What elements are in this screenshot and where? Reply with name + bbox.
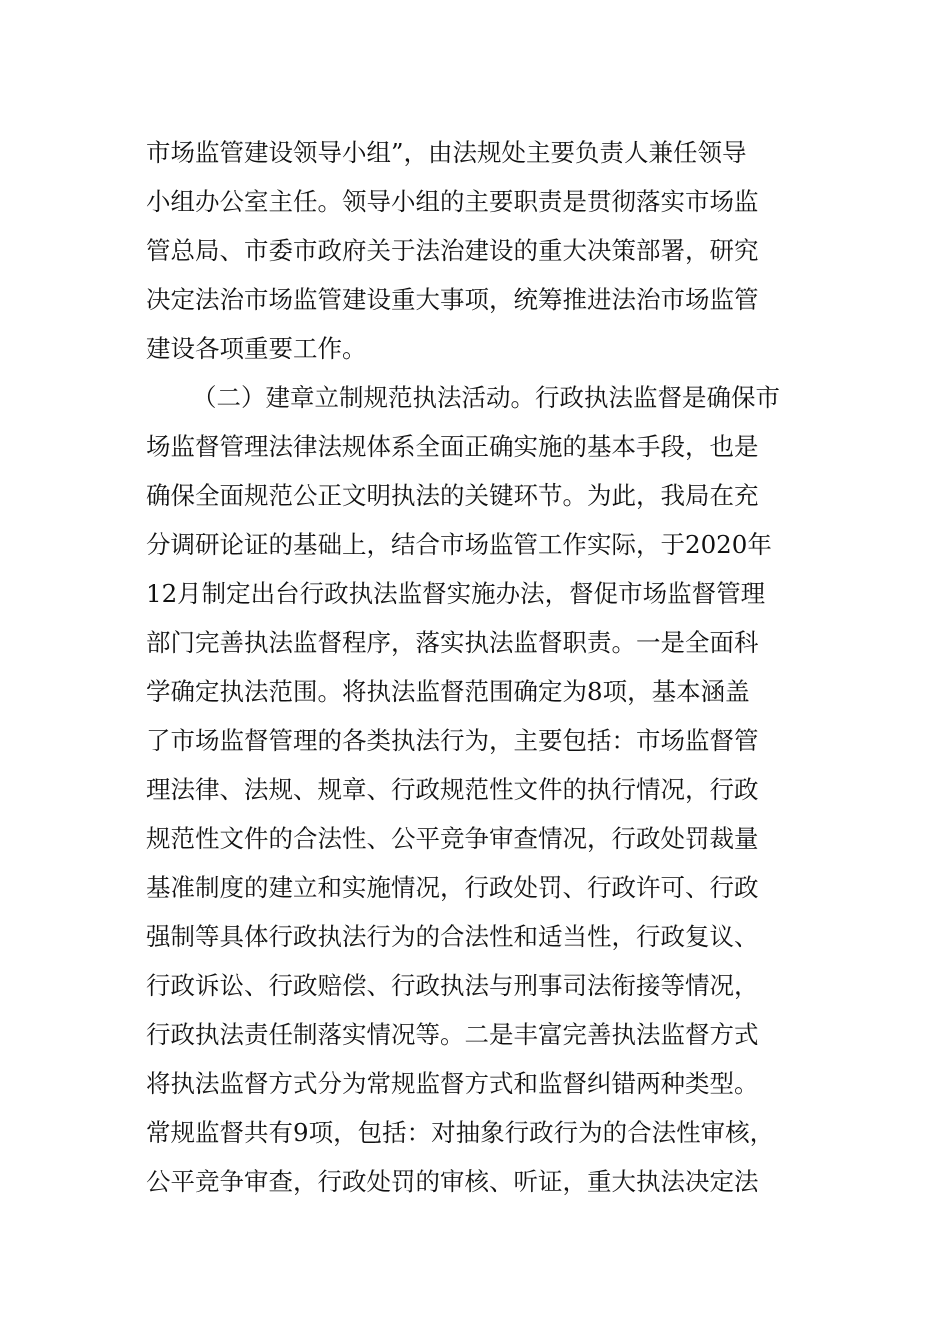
text-line: 12月制定出台行政执法监督实施办法，督促市场监督管理 — [146, 579, 766, 608]
text-line: 场监督管理法律法规体系全面正确实施的基本手段，也是 — [146, 432, 759, 461]
text-line: 市场监管建设领导小组”，由法规处主要负责人兼任领导 — [146, 138, 747, 167]
text-line: 规范性文件的合法性、公平竞争审查情况，行政处罚裁量 — [146, 824, 759, 853]
text-line: 了市场监督管理的各类执法行为，主要包括：市场监督管 — [146, 726, 759, 755]
text-line: 常规监督共有9项，包括：对抽象行政行为的合法性审核， — [146, 1118, 775, 1147]
text-line: 建设各项重要工作。 — [146, 334, 367, 363]
text-line: 强制等具体行政执法行为的合法性和适当性，行政复议、 — [146, 922, 759, 951]
text-line: 管总局、市委市政府关于法治建设的重大决策部署，研究 — [146, 236, 759, 265]
text-line: 基准制度的建立和实施情况，行政处罚、行政许可、行政 — [146, 873, 759, 902]
text-line: 部门完善执法监督程序，落实执法监督职责。一是全面科 — [146, 628, 759, 657]
text-line: 将执法监督方式分为常规监督方式和监督纠错两种类型。 — [146, 1069, 759, 1098]
text-line: 决定法治市场监管建设重大事项，统筹推进法治市场监管 — [146, 285, 759, 314]
text-line: 分调研论证的基础上，结合市场监管工作实际，于2020年 — [146, 530, 772, 559]
text-line: 行政执法责任制落实情况等。二是丰富完善执法监督方式 — [146, 1020, 759, 1049]
text-line: 学确定执法范围。将执法监督范围确定为8项，基本涵盖 — [146, 677, 750, 706]
section-heading-line: （二）建章立制规范执法活动。行政执法监督是确保市 — [192, 383, 780, 412]
text-line: 公平竞争审查，行政处罚的审核、听证，重大执法决定法 — [146, 1167, 759, 1196]
text-line: 小组办公室主任。领导小组的主要职责是贯彻落实市场监 — [146, 187, 759, 216]
text-line: 理法律、法规、规章、行政规范性文件的执行情况，行政 — [146, 775, 759, 804]
document-body — [146, 128, 808, 1206]
text-line: 确保全面规范公正文明执法的关键环节。为此，我局在充 — [146, 481, 759, 510]
text-line: 行政诉讼、行政赔偿、行政执法与刑事司法衔接等情况， — [146, 971, 759, 1000]
